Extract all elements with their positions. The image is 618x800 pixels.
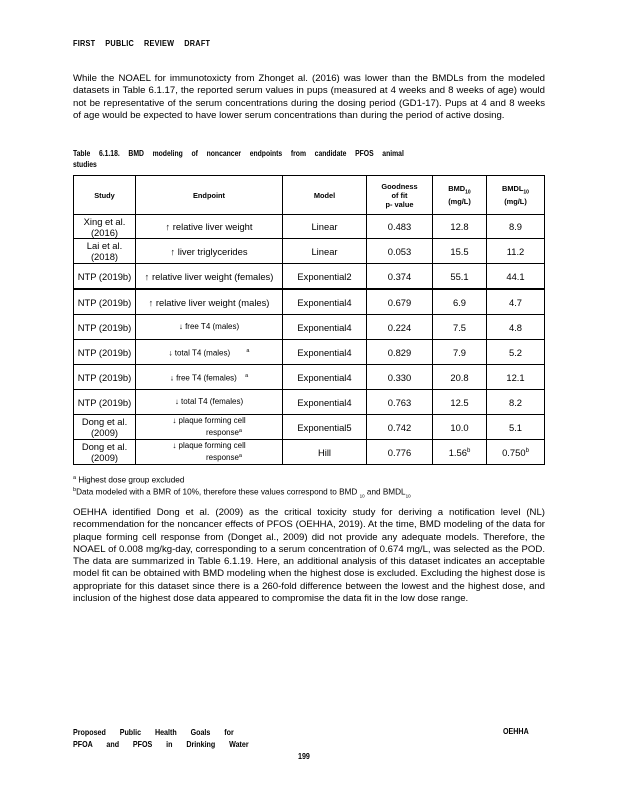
footnote-marker: b — [525, 447, 529, 454]
header-gof-line1: Goodness — [381, 181, 418, 191]
cell-study: Dong et al. (2009) — [74, 415, 136, 440]
cell-bmd-value: 1.56 — [448, 447, 467, 459]
cell-bmdl: 12.1 — [487, 365, 545, 390]
cell-endpoint-text: ↓ free T4 (females) — [169, 373, 237, 383]
cell-endpoint: ↑ relative liver weight — [136, 215, 283, 239]
cell-gof: 0.742 — [367, 415, 433, 440]
cell-study: NTP (2019b) — [74, 289, 136, 315]
table-row — [74, 239, 545, 264]
header-bmd-unit: (mg/L) — [448, 197, 471, 207]
cell-bmdl: 4.7 — [487, 289, 545, 315]
header-endpoint: Endpoint — [136, 176, 283, 215]
cell-model: Exponential4 — [283, 315, 367, 340]
header-bmdl — [487, 176, 545, 215]
table-row — [74, 440, 545, 465]
header-model: Model — [283, 176, 367, 215]
header-bmdl-label: BMDL — [502, 183, 524, 193]
cell-study: NTP (2019b) — [74, 264, 136, 290]
cell-gof: 0.776 — [367, 440, 433, 465]
cell-model: Exponential4 — [283, 340, 367, 365]
cell-gof: 0.679 — [367, 289, 433, 315]
cell-bmdl: 5.1 — [487, 415, 545, 440]
cell-bmd: 12.8 — [433, 215, 487, 239]
cell-gof: 0.374 — [367, 264, 433, 290]
cell-bmdl: 11.2 — [487, 239, 545, 264]
cell-endpoint-text: ↓ total T4 (males) — [168, 348, 231, 358]
header-bmd-label: BMD — [448, 183, 466, 193]
footnote-a-marker: a — [73, 475, 77, 481]
cell-model: Exponential5 — [283, 415, 367, 440]
footnote-b-and: and BMDL — [366, 487, 406, 497]
cell-endpoint-line1: ↓ plaque forming cell — [172, 415, 246, 425]
page-number: 199 — [298, 751, 310, 761]
paragraph-noael-discussion: While the NOAEL for immunotoxicty from Zhonget al. (2016) was lower than the BMDLs from the modeled datasets in Table 6.1.17, the reported serum values in pups (measured at 4 weeks and 8 weeks of age) would not be representative of the serum concentrations during the dosing period (GD1-17). Pups at 4 and 8 weeks of age would be expected to have lower serum concentrations than during the period of active dosing. — [73, 73, 545, 121]
table-row — [74, 215, 545, 239]
cell-bmdl: 8.9 — [487, 215, 545, 239]
footnote-marker: a — [238, 452, 242, 459]
cell-bmd: 10.0 — [433, 415, 487, 440]
footnote-marker: b — [466, 447, 471, 454]
cell-bmd: 7.9 — [433, 340, 487, 365]
footnote-marker: a — [246, 347, 250, 354]
cell-gof: 0.483 — [367, 215, 433, 239]
cell-endpoint — [136, 440, 283, 465]
cell-model: Exponential4 — [283, 390, 367, 415]
cell-endpoint: ↑ relative liver weight (males) — [136, 289, 283, 315]
cell-endpoint: ↑ relative liver weight (females) — [136, 264, 283, 290]
cell-bmd: 15.5 — [433, 239, 487, 264]
running-header: FIRST PUBLIC REVIEW DRAFT — [73, 38, 211, 48]
cell-endpoint: ↑ liver triglycerides — [136, 239, 283, 264]
footer-document-title — [73, 726, 249, 750]
cell-bmdl: 44.1 — [487, 264, 545, 290]
paragraph-oehha-dong: OEHHA identified Dong et al. (2009) as the critical toxicity study for deriving a notification level (NL) recommendation for the noncancer effects of PFOS (OEHHA, 2019). At the time, BMD modeling of the data for plaque forming cell response from (Donget al., 2009) did not provide any adequate models. Therefore, the NOAEL of 0.008 mg/kg-day, corresponding to a serum concentration of 0.674 mg/L, was selected as the POD. The data are summarized in Table 6.1.19. Here, an additional analysis of this dataset indicates an acceptable model fit can be obtained with BMD modeling when the highest dose is excluded. Excluding the highest dose is appropriate for this dataset since there is a 260-fold difference between the lowest and the highest dose, and inclusion of the highest dose data appeared to compromise the data fit in the low dose range. — [73, 507, 545, 605]
table-row — [74, 415, 545, 440]
header-bmd-sub: 10 — [465, 189, 471, 196]
cell-gof: 0.330 — [367, 365, 433, 390]
footer-agency: OEHHA — [503, 726, 529, 736]
table-caption-line1: Table 6.1.18. BMD modeling of noncancer endpoints from candidate PFOS animal — [73, 149, 404, 158]
cell-bmdl: 8.2 — [487, 390, 545, 415]
cell-model: Exponential4 — [283, 289, 367, 315]
cell-endpoint-line2: response — [206, 453, 239, 463]
table-row — [74, 365, 545, 390]
cell-model: Exponential2 — [283, 264, 367, 290]
footnote-b-sub2: 10 — [405, 493, 411, 499]
cell-model: Linear — [283, 239, 367, 264]
footnote-a — [73, 473, 184, 486]
table-header-row — [74, 176, 545, 215]
cell-study: NTP (2019b) — [74, 315, 136, 340]
footnote-marker: a — [245, 372, 249, 379]
cell-bmd: 7.5 — [433, 315, 487, 340]
cell-gof: 0.053 — [367, 239, 433, 264]
cell-gof: 0.763 — [367, 390, 433, 415]
footnote-a-text: Highest dose group excluded — [78, 475, 185, 485]
cell-study: Xing et al. (2016) — [74, 215, 136, 239]
cell-endpoint — [136, 415, 283, 440]
cell-bmd: 12.5 — [433, 390, 487, 415]
cell-bmd: 55.1 — [433, 264, 487, 290]
cell-bmdl: 4.8 — [487, 315, 545, 340]
header-bmdl-unit: (mg/L) — [504, 197, 527, 207]
table-row — [74, 390, 545, 415]
cell-gof: 0.224 — [367, 315, 433, 340]
table-caption — [73, 148, 473, 170]
table-row — [74, 315, 545, 340]
header-study: Study — [74, 176, 136, 215]
footnote-marker: a — [238, 427, 242, 434]
bmd-modeling-table — [73, 175, 545, 465]
header-goodness-of-fit — [367, 176, 433, 215]
cell-endpoint-line2: response — [206, 428, 239, 438]
cell-model: Hill — [283, 440, 367, 465]
cell-study: Lai et al. (2018) — [74, 239, 136, 264]
cell-endpoint: ↓ total T4 (females) — [136, 390, 283, 415]
footer-title-line2: PFOA and PFOS in Drinking Water — [73, 739, 249, 749]
cell-bmd: 6.9 — [433, 289, 487, 315]
table-row — [74, 289, 545, 315]
cell-model: Exponential4 — [283, 365, 367, 390]
footnote-b-text: Data modeled with a BMR of 10%, therefore these values correspond to BMD — [76, 487, 358, 497]
cell-study: NTP (2019b) — [74, 340, 136, 365]
cell-bmdl: 5.2 — [487, 340, 545, 365]
header-bmdl-sub: 10 — [523, 189, 529, 196]
cell-study: Dong et al. (2009) — [74, 440, 136, 465]
cell-study: NTP (2019b) — [74, 365, 136, 390]
footer-title-line1: Proposed Public Health Goals for — [73, 727, 234, 737]
cell-endpoint — [136, 340, 283, 365]
footnote-b-sub1: 10 — [359, 493, 365, 499]
table-caption-line2: studies — [73, 160, 97, 169]
cell-endpoint-line1: ↓ plaque forming cell — [172, 440, 246, 450]
header-gof-line3: p- value — [385, 199, 414, 209]
cell-bmdl-value: 0.750 — [502, 447, 526, 459]
cell-model: Linear — [283, 215, 367, 239]
footnote-b — [73, 485, 411, 501]
header-bmd — [433, 176, 487, 215]
cell-study: NTP (2019b) — [74, 390, 136, 415]
header-gof-line2: of fit — [391, 190, 408, 200]
cell-endpoint — [136, 365, 283, 390]
table-row — [74, 264, 545, 290]
cell-gof: 0.829 — [367, 340, 433, 365]
cell-bmd: 20.8 — [433, 365, 487, 390]
cell-bmdl — [487, 440, 545, 465]
footnote-b-marker: b — [73, 487, 77, 493]
table-row — [74, 340, 545, 365]
cell-endpoint: ↓ free T4 (males) — [136, 315, 283, 340]
cell-bmd — [433, 440, 487, 465]
